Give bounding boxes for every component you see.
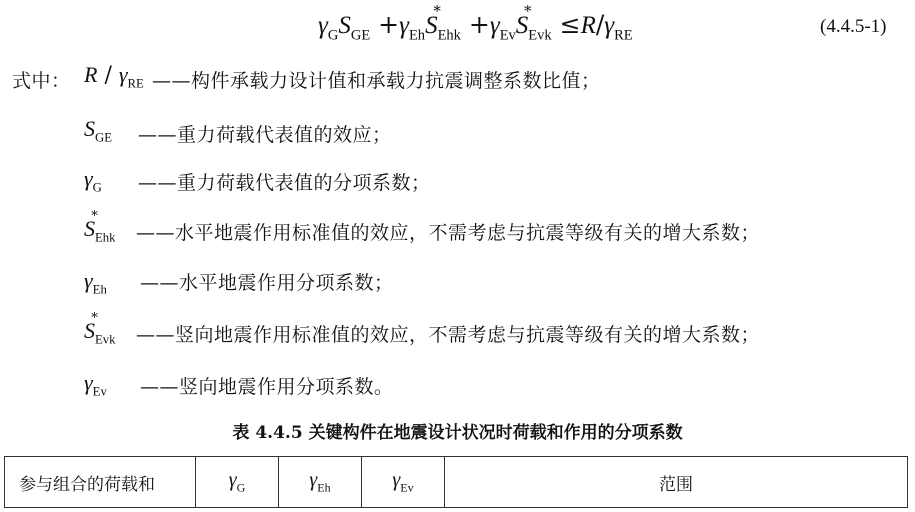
symbol-gamma-ev: $\gamma_{Ev}$ xyxy=(84,370,107,399)
definition-desc: ——重力荷载代表值的效应； xyxy=(138,124,392,146)
definition-desc: ——竖向地震作用分项系数。 xyxy=(140,376,394,398)
definition-desc: ——构件承载力设计值和承载力抗震调整系数比值； xyxy=(152,70,601,92)
definition-desc: ——水平地震作用分项系数； xyxy=(140,272,394,294)
symbol-gamma-g: $\gamma_G$ xyxy=(84,166,102,195)
symbol-s-ehk: S * $_{Ehk}$ xyxy=(84,208,116,245)
coefficient-table xyxy=(4,456,908,508)
equation-number: (4.4.5-1) xyxy=(820,16,887,37)
table-header-row xyxy=(5,457,908,508)
table-header-cell: $\gamma_{Eh}$ xyxy=(279,457,362,508)
symbol-r-over-gamma-re: R / $\gamma_{RE}$ xyxy=(84,62,144,91)
definition-desc: ——重力荷载代表值的分项系数； xyxy=(138,172,431,194)
symbol-gamma-eh: $\gamma_{Eh}$ xyxy=(84,268,107,297)
definition-desc: ——水平地震作用标准值的效应，不需考虑与抗震等级有关的增大系数； xyxy=(136,222,761,244)
lead-label: 式中： xyxy=(12,70,71,92)
definition-desc: ——竖向地震作用标准值的效应，不需考虑与抗震等级有关的增大系数； xyxy=(136,324,761,346)
table-header-cell: 参与组合的荷载和 xyxy=(5,457,196,508)
symbol-s-ge: $S_{GE}$ xyxy=(84,116,112,145)
table-header-cell: $\gamma_{Ev}$ xyxy=(362,457,445,508)
table-header-cell: $\gamma_G$ xyxy=(196,457,279,508)
main-formula: $\gamma_GS_{GE} +\gamma_{Eh}S$ * $_{Ehk} +\gamma_{Ev}S$ * $_{Evk} \le R/\gamma_{RE}$ xyxy=(318,1,633,44)
table-title: 表 4.4.5 关键构件在地震设计状况时荷载和作用的分项系数 xyxy=(232,423,683,443)
symbol-s-evk: S * $_{Evk}$ xyxy=(84,310,116,347)
table-header-cell: 范围 xyxy=(445,457,908,508)
